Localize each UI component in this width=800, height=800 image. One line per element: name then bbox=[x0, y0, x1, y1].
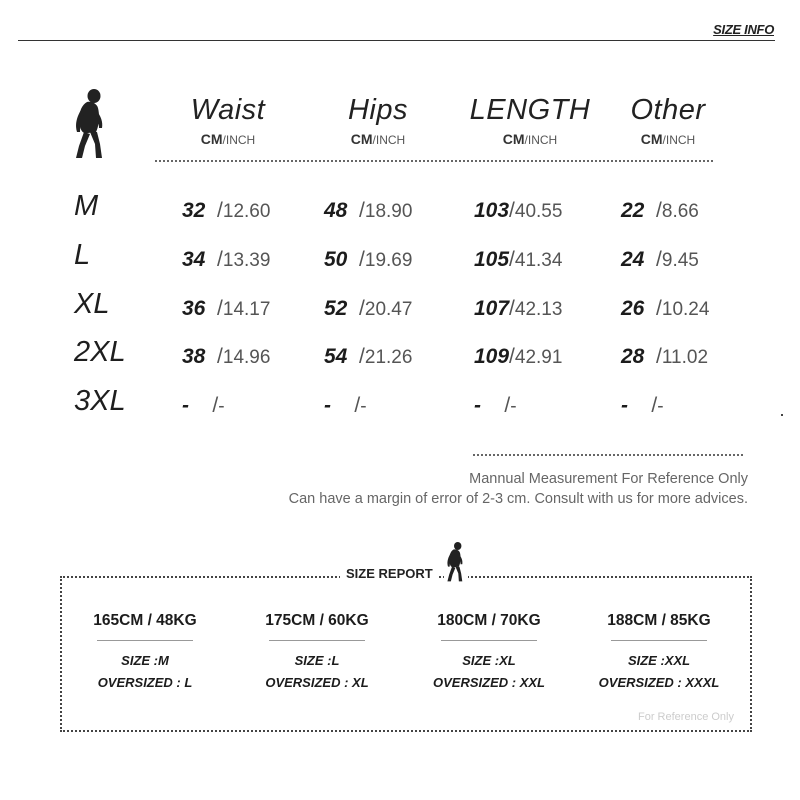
size-cell bbox=[474, 248, 562, 272]
cell-cm-value: 36 bbox=[182, 297, 206, 320]
cell-separator: / bbox=[628, 394, 658, 417]
cell-cm-value: 28 bbox=[621, 345, 645, 368]
size-cell bbox=[182, 199, 270, 223]
cell-inch-value: 12.60 bbox=[222, 201, 271, 222]
size-value: SIZE :XL bbox=[462, 653, 516, 668]
cell-inch-value: 14.17 bbox=[222, 299, 271, 320]
cell-separator: / bbox=[481, 394, 511, 417]
unit-inch: /INCH bbox=[372, 133, 406, 147]
size-value: SIZE :M bbox=[121, 653, 169, 668]
cell-cm-value: - bbox=[182, 394, 189, 417]
cell-cm-value: 103 bbox=[474, 199, 510, 222]
cell-inch-value: 40.55 bbox=[514, 201, 563, 222]
size-report-title bbox=[340, 566, 439, 581]
cell-separator: / bbox=[347, 345, 365, 368]
cell-inch-value: 13.39 bbox=[222, 250, 271, 271]
cell-cm-value: 105 bbox=[474, 248, 510, 271]
cell-separator: / bbox=[644, 297, 662, 320]
cell-separator: / bbox=[509, 297, 515, 320]
cell-inch-value: 42.13 bbox=[514, 299, 563, 320]
unit-inch: /INCH bbox=[222, 133, 256, 147]
cell-separator: / bbox=[205, 199, 223, 222]
header-dotted-divider bbox=[155, 160, 713, 162]
cell-separator: / bbox=[189, 394, 219, 417]
cell-separator: / bbox=[205, 248, 223, 271]
column-label: LENGTH bbox=[469, 94, 591, 126]
size-cell bbox=[324, 199, 412, 223]
unit-label bbox=[158, 131, 298, 147]
oversized-value: OVERSIZED : XXL bbox=[433, 675, 545, 690]
cell-separator: / bbox=[331, 394, 361, 417]
cell-separator: / bbox=[205, 297, 223, 320]
oversized-value: OVERSIZED : XL bbox=[265, 675, 369, 690]
size-cell bbox=[621, 345, 708, 369]
cell-separator: / bbox=[347, 199, 365, 222]
size-value: SIZE :XXL bbox=[627, 653, 691, 668]
header-divider bbox=[18, 40, 775, 41]
unit-inch: /INCH bbox=[662, 133, 696, 147]
size-cell bbox=[182, 345, 270, 369]
column-label: Other bbox=[630, 94, 706, 126]
height-weight: 175CM / 60KG bbox=[265, 612, 369, 629]
cell-inch-value: - bbox=[360, 396, 367, 417]
size-cell bbox=[474, 297, 562, 321]
oversized-value: OVERSIZED : L bbox=[97, 675, 193, 690]
cell-cm-value: 22 bbox=[621, 199, 645, 222]
report-item-180 bbox=[404, 612, 574, 694]
height-weight: 165CM / 48KG bbox=[93, 612, 197, 629]
report-item-175 bbox=[232, 612, 402, 694]
column-label: Waist bbox=[190, 94, 266, 126]
size-cell bbox=[324, 345, 412, 369]
cell-cm-value: 54 bbox=[324, 345, 348, 368]
cell-inch-value: - bbox=[218, 396, 225, 417]
cell-separator: / bbox=[644, 345, 662, 368]
unit-inch: /INCH bbox=[524, 133, 558, 147]
cell-cm-value: 52 bbox=[324, 297, 348, 320]
size-cell bbox=[324, 394, 367, 418]
size-cell bbox=[621, 199, 699, 223]
size-value: SIZE :L bbox=[294, 653, 340, 668]
cell-cm-value: 109 bbox=[474, 345, 510, 368]
column-header-waist bbox=[158, 94, 298, 147]
cell-cm-value: 48 bbox=[324, 199, 348, 222]
cell-separator: / bbox=[347, 248, 365, 271]
cell-inch-value: - bbox=[510, 396, 517, 417]
row-size-label: L bbox=[74, 239, 91, 271]
cell-separator: / bbox=[509, 199, 515, 222]
size-cell bbox=[474, 394, 517, 418]
cell-inch-value: 20.47 bbox=[364, 299, 413, 320]
cell-inch-value: - bbox=[657, 396, 664, 417]
size-cell bbox=[621, 248, 699, 272]
column-header-other bbox=[598, 94, 738, 147]
cell-inch-value: 8.66 bbox=[661, 201, 699, 222]
cell-inch-value: 14.96 bbox=[222, 347, 271, 368]
cell-cm-value: - bbox=[621, 394, 628, 417]
unit-label bbox=[308, 131, 448, 147]
walking-figure-small-icon bbox=[444, 541, 468, 583]
unit-cm: CM bbox=[350, 131, 373, 147]
row-size-label: 3XL bbox=[74, 385, 126, 417]
size-cell bbox=[324, 297, 412, 321]
cell-inch-value: 42.91 bbox=[514, 347, 563, 368]
column-label: Hips bbox=[347, 94, 408, 126]
cell-inch-value: 41.34 bbox=[514, 250, 563, 271]
height-weight: 188CM / 85KG bbox=[607, 612, 711, 629]
height-weight: 180CM / 70KG bbox=[437, 612, 541, 629]
cell-cm-value: 107 bbox=[474, 297, 510, 320]
size-info-title: SIZE INFO bbox=[713, 22, 774, 37]
cell-cm-value: 50 bbox=[324, 248, 348, 271]
cell-cm-value: 32 bbox=[182, 199, 206, 222]
cell-inch-value: 18.90 bbox=[364, 201, 413, 222]
cell-inch-value: 10.24 bbox=[661, 299, 710, 320]
report-item-165 bbox=[60, 612, 230, 694]
size-cell bbox=[182, 394, 225, 418]
cell-inch-value: 21.26 bbox=[364, 347, 413, 368]
size-cell bbox=[474, 345, 562, 369]
row-size-label: M bbox=[74, 190, 99, 222]
cell-separator: / bbox=[644, 248, 662, 271]
cell-cm-value: 38 bbox=[182, 345, 206, 368]
unit-label bbox=[598, 131, 738, 147]
report-underline bbox=[269, 640, 365, 641]
cell-inch-value: 19.69 bbox=[364, 250, 413, 271]
cell-cm-value: 24 bbox=[621, 248, 645, 271]
column-header-hips bbox=[308, 94, 448, 147]
cell-separator: / bbox=[509, 248, 515, 271]
notes-dotted-divider bbox=[473, 454, 743, 456]
report-underline bbox=[611, 640, 707, 641]
walking-figure-icon bbox=[70, 88, 112, 160]
unit-cm: CM bbox=[640, 131, 663, 147]
cell-separator: / bbox=[509, 345, 515, 368]
size-cell bbox=[324, 248, 412, 272]
report-underline bbox=[441, 640, 537, 641]
cell-separator: / bbox=[205, 345, 223, 368]
report-item-188 bbox=[574, 612, 744, 694]
reference-only-footnote: For Reference Only bbox=[638, 711, 734, 723]
margin-note: Can have a margin of error of 2-3 cm. Consult with us for more advices. bbox=[288, 491, 748, 507]
row-size-label: 2XL bbox=[74, 336, 126, 368]
unit-label bbox=[460, 131, 600, 147]
cell-separator: / bbox=[644, 199, 662, 222]
oversized-value: OVERSIZED : XXXL bbox=[598, 675, 720, 690]
cell-cm-value: 34 bbox=[182, 248, 206, 271]
cell-inch-value: 9.45 bbox=[661, 250, 699, 271]
cell-cm-value: - bbox=[324, 394, 331, 417]
cell-cm-value: 26 bbox=[621, 297, 645, 320]
size-cell bbox=[621, 297, 709, 321]
column-header-length bbox=[460, 94, 600, 147]
cell-cm-value: - bbox=[474, 394, 481, 417]
unit-cm: CM bbox=[200, 131, 223, 147]
size-cell bbox=[474, 199, 562, 223]
unit-cm: CM bbox=[502, 131, 525, 147]
size-report-title-text: SIZE REPORT bbox=[346, 566, 433, 581]
measurement-note: Mannual Measurement For Reference Only bbox=[469, 471, 748, 487]
stray-dot bbox=[781, 414, 783, 416]
report-underline bbox=[97, 640, 193, 641]
cell-inch-value: 11.02 bbox=[661, 347, 709, 368]
size-cell bbox=[621, 394, 664, 418]
size-cell bbox=[182, 297, 270, 321]
size-cell bbox=[182, 248, 270, 272]
cell-separator: / bbox=[347, 297, 365, 320]
row-size-label: XL bbox=[74, 288, 110, 320]
